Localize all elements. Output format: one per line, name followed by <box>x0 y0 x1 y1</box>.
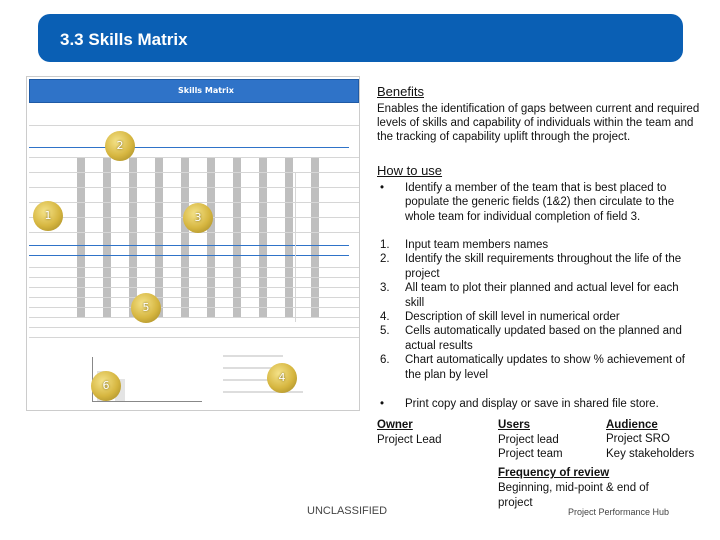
list-item-text: Chart automatically updates to show % achievement of the plan by level <box>405 354 685 381</box>
classification-label: UNCLASSIFIED <box>307 505 388 517</box>
how-to-use-intro <box>377 181 699 224</box>
users-value: Project team <box>498 448 563 460</box>
list-item <box>377 238 699 252</box>
list-item-text: All team to plot their planned and actual level for each skill <box>405 282 679 309</box>
legend-line <box>223 391 303 393</box>
grid-shade <box>155 157 163 317</box>
grid-line <box>29 125 359 126</box>
skills-matrix-thumbnail <box>26 76 360 411</box>
audience-value: Key stakeholders <box>606 448 695 460</box>
grid-shade <box>233 157 241 317</box>
step-number: 1. <box>380 239 390 251</box>
owner-heading: Owner <box>377 419 413 431</box>
grid-shade <box>207 157 215 317</box>
grid-line <box>29 337 359 338</box>
bullet-marker: • <box>380 398 385 410</box>
slide-title: 3.3 Skills Matrix <box>38 14 683 62</box>
how-to-use-steps <box>377 238 699 382</box>
callout-badge: 1 <box>33 201 63 231</box>
benefits-text: Enables the identification of gaps between current and required levels of skills and capability of individuals within the team and the tracking of capability uplift through the project. <box>377 103 700 143</box>
bullet-marker: • <box>380 182 385 194</box>
callout-badge: 5 <box>131 293 161 323</box>
audience-heading: Audience <box>606 419 658 431</box>
grid-line <box>29 157 359 158</box>
grid-shade <box>259 157 267 317</box>
owner-value: Project Lead <box>377 434 442 446</box>
grid-shade <box>285 157 293 317</box>
brand-label: Project Performance Hub <box>568 507 670 517</box>
grid-shade <box>77 157 85 317</box>
users-value: Project lead <box>498 434 559 446</box>
list-item <box>377 181 699 224</box>
list-item <box>377 310 699 324</box>
legend-line <box>223 355 283 357</box>
summary-column <box>295 172 345 322</box>
users-heading: Users <box>498 419 530 431</box>
grid-shade <box>181 157 189 317</box>
step-number: 6. <box>380 354 390 367</box>
grid-line <box>29 147 349 148</box>
how-to-use-outro <box>377 397 699 411</box>
step-number: 5. <box>380 325 390 338</box>
list-item-text: Identify a member of the team that is best placed to populate the generic fields (1&2) then circulate to the whole team for individual completion of field 3. <box>405 182 675 223</box>
list-item-text: Identify the skill requirements throughout the life of the project <box>405 253 682 280</box>
thumbnail-title: Skills Matrix <box>178 86 234 95</box>
callout-badge: 3 <box>183 203 213 233</box>
callout-badge: 4 <box>267 363 297 393</box>
list-item <box>377 324 699 353</box>
frequency-value: Beginning, mid-point & end of project <box>498 482 649 509</box>
benefits-heading: Benefits <box>377 84 424 99</box>
list-item-text: Print copy and display or save in shared file store. <box>405 398 659 410</box>
grid-shade <box>103 157 111 317</box>
list-item-text: Description of skill level in numerical order <box>405 311 620 324</box>
audience-value: Project SRO <box>606 433 670 445</box>
list-item-text: Input team members names <box>405 239 549 251</box>
list-item <box>377 281 699 310</box>
grid-shade <box>129 157 137 317</box>
list-item <box>377 397 699 411</box>
frequency-heading: Frequency of review <box>498 467 610 479</box>
callout-badge: 2 <box>105 131 135 161</box>
list-item <box>377 252 699 281</box>
step-number: 3. <box>380 282 390 295</box>
how-to-use-heading: How to use <box>377 163 443 178</box>
step-number: 2. <box>380 253 390 266</box>
callout-badge: 6 <box>91 371 121 401</box>
grid-line <box>29 327 359 328</box>
step-number: 4. <box>380 311 390 324</box>
thumbnail-header <box>29 79 359 103</box>
list-item <box>377 353 699 382</box>
list-item-text: Cells automatically updated based on the planned and actual results <box>405 325 682 352</box>
